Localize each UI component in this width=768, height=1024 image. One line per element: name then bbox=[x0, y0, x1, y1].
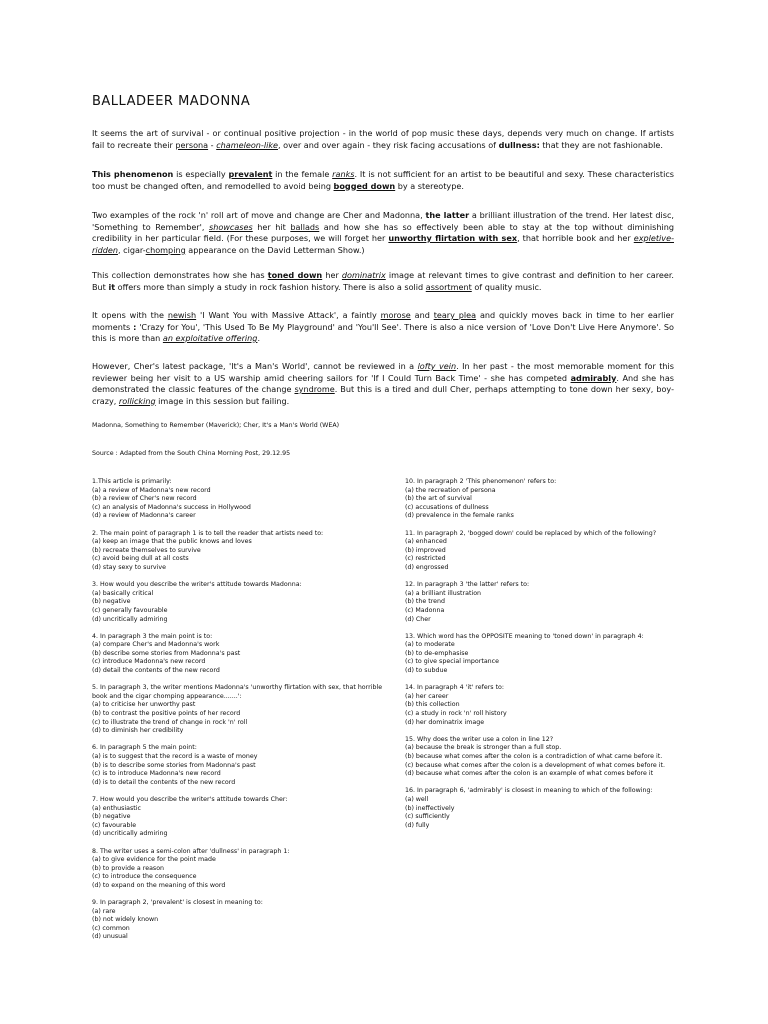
text-run: dullness: bbox=[498, 139, 540, 150]
text-run: by a stereotype. bbox=[395, 180, 464, 191]
text-run: rollicking bbox=[118, 395, 156, 406]
question-block bbox=[405, 736, 680, 779]
answer-option: (a) her career bbox=[405, 692, 449, 700]
text-run: ballads bbox=[290, 221, 320, 232]
text-run: This phenomenon bbox=[92, 169, 174, 179]
text-run: in the female bbox=[272, 169, 333, 179]
question-stem: 5. In paragraph 3, the writer mentions Madonna's 'unworthy flirtation with sex, that horrible book and the cigar chomping appearance.......': bbox=[92, 684, 383, 700]
answer-option: (a) enhanced bbox=[405, 538, 447, 546]
answer-option: (c) an analysis of Madonna's success in Hollywood bbox=[92, 503, 251, 511]
answer-option: (c) favourable bbox=[92, 821, 137, 829]
answer-option: (c) common bbox=[92, 924, 130, 932]
answer-option: (d) fully bbox=[405, 821, 430, 829]
text-run: that they are not fashionable. bbox=[539, 139, 663, 150]
answer-option: (c) a study in rock 'n' roll history bbox=[405, 710, 507, 718]
text-run: dominatrix bbox=[341, 270, 386, 280]
text-run: her hit bbox=[252, 221, 291, 232]
answer-option: (d) her dominatrix image bbox=[405, 718, 485, 726]
article-title: BALLADEER MADONNA bbox=[92, 94, 251, 109]
questions-left-column bbox=[92, 478, 387, 951]
question-stem: 4. In paragraph 3 the main point is to: bbox=[92, 632, 213, 640]
question-block bbox=[92, 530, 387, 573]
question-block bbox=[92, 581, 387, 624]
question-block bbox=[92, 684, 387, 736]
answer-option: (c) restricted bbox=[405, 555, 446, 563]
question-stem: 12. In paragraph 3 'the latter' refers to: bbox=[405, 581, 530, 589]
text-run: It seems the art of survival - or continual positive projection - in the world of pop music these days, depends very much on change. If artists fail to recreate their bbox=[92, 128, 674, 150]
text-run: - bbox=[208, 139, 217, 150]
answer-option: (a) to give evidence for the point made bbox=[92, 856, 216, 864]
answer-option: (b) negative bbox=[92, 813, 131, 821]
answer-option: (a) a brilliant illustration bbox=[405, 589, 482, 597]
paragraph-5 bbox=[92, 310, 674, 345]
text-run: chomping bbox=[145, 244, 186, 255]
source-line: Source : Adapted from the South China Morning Post, 29.12.95 bbox=[92, 450, 291, 457]
text-run: bogged down bbox=[333, 180, 396, 191]
text-run: . And she has demonstrated the classic features of the change bbox=[92, 372, 674, 394]
question-block bbox=[405, 633, 680, 676]
answer-option: (d) detail the contents of the new record bbox=[92, 667, 220, 675]
answer-option: (c) Madonna bbox=[405, 606, 445, 614]
text-run: lofty vein bbox=[417, 361, 457, 371]
question-stem: 9. In paragraph 2, 'prevalent' is closest in meaning to: bbox=[92, 899, 263, 907]
text-run: It opens with the bbox=[92, 310, 168, 320]
question-stem: 3. How would you describe the writer's attitude towards Madonna: bbox=[92, 581, 302, 589]
answer-option: (a) well bbox=[405, 795, 429, 803]
question-stem: 2. The main point of paragraph 1 is to tell the reader that artists need to: bbox=[92, 529, 324, 537]
answer-option: (a) rare bbox=[92, 907, 116, 915]
question-block bbox=[405, 684, 680, 727]
question-block bbox=[405, 581, 680, 624]
answer-option: (b) negative bbox=[92, 598, 131, 606]
text-run: an exploitative offering bbox=[162, 333, 258, 343]
text-run: it bbox=[108, 281, 116, 292]
answer-option: (c) avoid being dull at all costs bbox=[92, 555, 189, 563]
text-run: , cigar- bbox=[117, 244, 146, 255]
answer-option: (c) to illustrate the trend of change in rock 'n' roll bbox=[92, 718, 248, 726]
question-block bbox=[405, 478, 680, 521]
text-run: , that horrible book and her bbox=[517, 233, 634, 243]
answer-option: (d) because what comes after the colon is an example of what comes before it bbox=[405, 770, 654, 778]
answer-option: (d) to subdue bbox=[405, 667, 448, 675]
question-stem: 13. Which word has the OPPOSITE meaning to 'toned down' in paragraph 4: bbox=[405, 632, 644, 640]
answer-option: (b) not widely known bbox=[92, 916, 159, 924]
text-run: . But this is a tired and dull Cher, perhaps attempting to tone down her sexy, boy-crazy, bbox=[92, 384, 674, 406]
question-stem: 7. How would you describe the writer's attitude towards Cher: bbox=[92, 795, 288, 803]
text-run: 'I Want You with Massive Attack', a faintly bbox=[196, 310, 381, 320]
text-run: expletive-ridden bbox=[92, 233, 674, 255]
answer-option: (d) to diminish her credibility bbox=[92, 727, 184, 735]
text-run: 'Crazy for You', 'This Used To Be My Playground' and 'You'll See'. There is also a nice version of 'Love Don't Live Here Anymore'. So this is more than bbox=[92, 321, 674, 343]
answer-option: (a) a review of Madonna's new record bbox=[92, 486, 211, 494]
text-run: of quality music. bbox=[471, 281, 542, 292]
text-run: morose bbox=[380, 310, 411, 320]
answer-option: (d) Cher bbox=[405, 615, 431, 623]
text-run: unworthy flirtation with sex bbox=[388, 233, 518, 243]
answer-option: (c) sufficiently bbox=[405, 813, 450, 821]
answer-option: (b) improved bbox=[405, 546, 446, 554]
answer-option: (b) the art of survival bbox=[405, 495, 472, 503]
text-run: prevalent bbox=[228, 169, 273, 179]
text-run: is especially bbox=[173, 169, 229, 179]
answer-option: (d) a review of Madonna's career bbox=[92, 512, 196, 520]
answer-option: (b) to provide a reason bbox=[92, 864, 165, 872]
answer-option: (a) to criticise her unworthy past bbox=[92, 701, 196, 709]
answer-option: (a) compare Cher's and Madonna's work bbox=[92, 641, 220, 649]
text-run: a brilliant illustration of the trend. Her latest disc, 'Something to Remember', bbox=[92, 210, 674, 232]
question-block bbox=[92, 633, 387, 676]
question-stem: 8. The writer uses a semi-colon after 'dullness' in paragraph 1: bbox=[92, 847, 290, 855]
text-run: ranks bbox=[332, 169, 355, 179]
answer-option: (a) because the break is stronger than a full stop. bbox=[405, 744, 562, 752]
text-run: admirably bbox=[570, 372, 617, 383]
question-block bbox=[92, 744, 387, 787]
question-stem: 1.This article is primarily: bbox=[92, 478, 172, 485]
answer-option: (c) accusations of dullness bbox=[405, 503, 489, 511]
text-run: . In her past - the most memorable moment for this reviewer being her visit to a US warship amid cheering sailors for 'If I Could Turn Back Time' - she has competed bbox=[92, 361, 674, 383]
question-block bbox=[92, 848, 387, 891]
answer-option: (c) introduce Madonna's new record bbox=[92, 658, 206, 666]
question-block bbox=[92, 478, 387, 521]
text-run: assortment bbox=[425, 281, 472, 292]
text-run: teary plea bbox=[433, 310, 477, 320]
text-run: chameleon-like bbox=[216, 139, 278, 150]
record-caption: Madonna, Something to Remember (Maverick); Cher, It's a Man's World (WEA) bbox=[92, 422, 340, 429]
text-run: . bbox=[257, 333, 261, 343]
paragraph-1 bbox=[92, 128, 674, 151]
paragraph-6 bbox=[92, 361, 674, 407]
text-run: . It is not sufficient for an artist to be beautiful and sexy. These characteristics too must be changed often, and remodelled to avoid being bbox=[92, 169, 674, 191]
question-block bbox=[405, 787, 680, 830]
questions-right-column bbox=[405, 478, 680, 839]
answer-option: (b) describe some stories from Madonna's past bbox=[92, 649, 241, 657]
text-run: : bbox=[133, 321, 137, 332]
answer-option: (a) basically critical bbox=[92, 589, 154, 597]
answer-option: (a) the recreation of persona bbox=[405, 486, 496, 494]
answer-option: (b) recreate themselves to survive bbox=[92, 546, 201, 554]
text-run: her bbox=[322, 270, 342, 280]
text-run: This collection demonstrates how she has bbox=[92, 270, 268, 280]
text-run: However, Cher's latest package, 'It's a Man's World', cannot be reviewed in a bbox=[92, 361, 418, 371]
text-run: toned down bbox=[267, 270, 323, 280]
paragraph-4 bbox=[92, 270, 674, 293]
answer-option: (b) ineffectively bbox=[405, 804, 455, 812]
answer-option: (b) this collection bbox=[405, 701, 460, 709]
text-run: and bbox=[410, 310, 434, 320]
answer-option: (c) to introduce the consequence bbox=[92, 873, 197, 881]
text-run: the latter bbox=[425, 210, 470, 220]
answer-option: (c) generally favourable bbox=[92, 606, 168, 614]
answer-option: (b) a review of Cher's new record bbox=[92, 495, 197, 503]
text-run: image in this session but failing. bbox=[155, 395, 290, 406]
text-run: Two examples of the rock 'n' roll art of move and change are Cher and Madonna, bbox=[92, 210, 426, 220]
answer-option: (a) enthusiastic bbox=[92, 804, 141, 812]
question-block bbox=[405, 530, 680, 573]
answer-option: (d) stay sexy to survive bbox=[92, 563, 167, 571]
answer-option: (c) to give special importance bbox=[405, 658, 499, 666]
paragraph-3 bbox=[92, 210, 674, 256]
text-run: and quickly moves back in time to her earlier moments bbox=[92, 310, 674, 332]
text-run: , over and over again - they risk facing accusations of bbox=[278, 139, 499, 150]
answer-option: (b) is to describe some stories from Madonna's past bbox=[92, 761, 256, 769]
answer-option: (d) uncritically admiring bbox=[92, 615, 168, 623]
answer-option: (d) to expand on the meaning of this word bbox=[92, 881, 226, 889]
question-stem: 6. In paragraph 5 the main point: bbox=[92, 744, 197, 752]
question-stem: 15. Why does the writer use a colon in line 12? bbox=[405, 735, 554, 743]
question-block bbox=[92, 796, 387, 839]
answer-option: (d) is to detail the contents of the new record bbox=[92, 778, 236, 786]
text-run: syndrome bbox=[294, 384, 335, 394]
answer-option: (b) to de-emphasise bbox=[405, 649, 469, 657]
text-run: and how she has so effectively been able to stay at the top without diminishing credibility in her particular field. (For these purposes, we will forget her bbox=[92, 221, 674, 243]
question-stem: 10. In paragraph 2 'This phenomenon' refers to: bbox=[405, 478, 557, 485]
answer-option: (c) because what comes after the colon is a development of what comes before it. bbox=[405, 761, 665, 769]
answer-option: (a) is to suggest that the record is a waste of money bbox=[92, 753, 258, 760]
text-run: showcases bbox=[208, 221, 253, 232]
question-stem: 14. In paragraph 4 'it' refers to: bbox=[405, 684, 505, 692]
answer-option: (b) to contrast the positive points of her record bbox=[92, 710, 241, 718]
question-stem: 16. In paragraph 6, 'admirably' is closest in meaning to which of the following: bbox=[405, 787, 653, 795]
text-run: image at relevant times to give contrast and definition to her career. But bbox=[92, 270, 675, 292]
answer-option: (a) keep an image that the public knows and loves bbox=[92, 538, 252, 546]
text-run: newish bbox=[167, 310, 197, 320]
question-block bbox=[92, 899, 387, 942]
answer-option: (d) uncritically admiring bbox=[92, 830, 168, 838]
text-run: persona bbox=[175, 139, 209, 150]
question-stem: 11. In paragraph 2, 'bogged down' could be replaced by which of the following? bbox=[405, 529, 657, 537]
paragraph-2 bbox=[92, 169, 674, 192]
answer-option: (a) to moderate bbox=[405, 641, 455, 649]
answer-option: (b) the trend bbox=[405, 598, 446, 606]
answer-option: (d) prevalence in the female ranks bbox=[405, 512, 514, 520]
answer-option: (c) is to introduce Madonna's new record bbox=[92, 770, 221, 778]
answer-option: (b) because what comes after the colon is a contradiction of what came before it. bbox=[405, 753, 663, 760]
answer-option: (d) unusual bbox=[92, 933, 128, 941]
text-run: appearance on the David Letterman Show.) bbox=[185, 244, 365, 255]
answer-option: (d) engrossed bbox=[405, 563, 449, 571]
text-run: offers more than simply a study in rock fashion history. There is also a solid bbox=[115, 281, 426, 292]
